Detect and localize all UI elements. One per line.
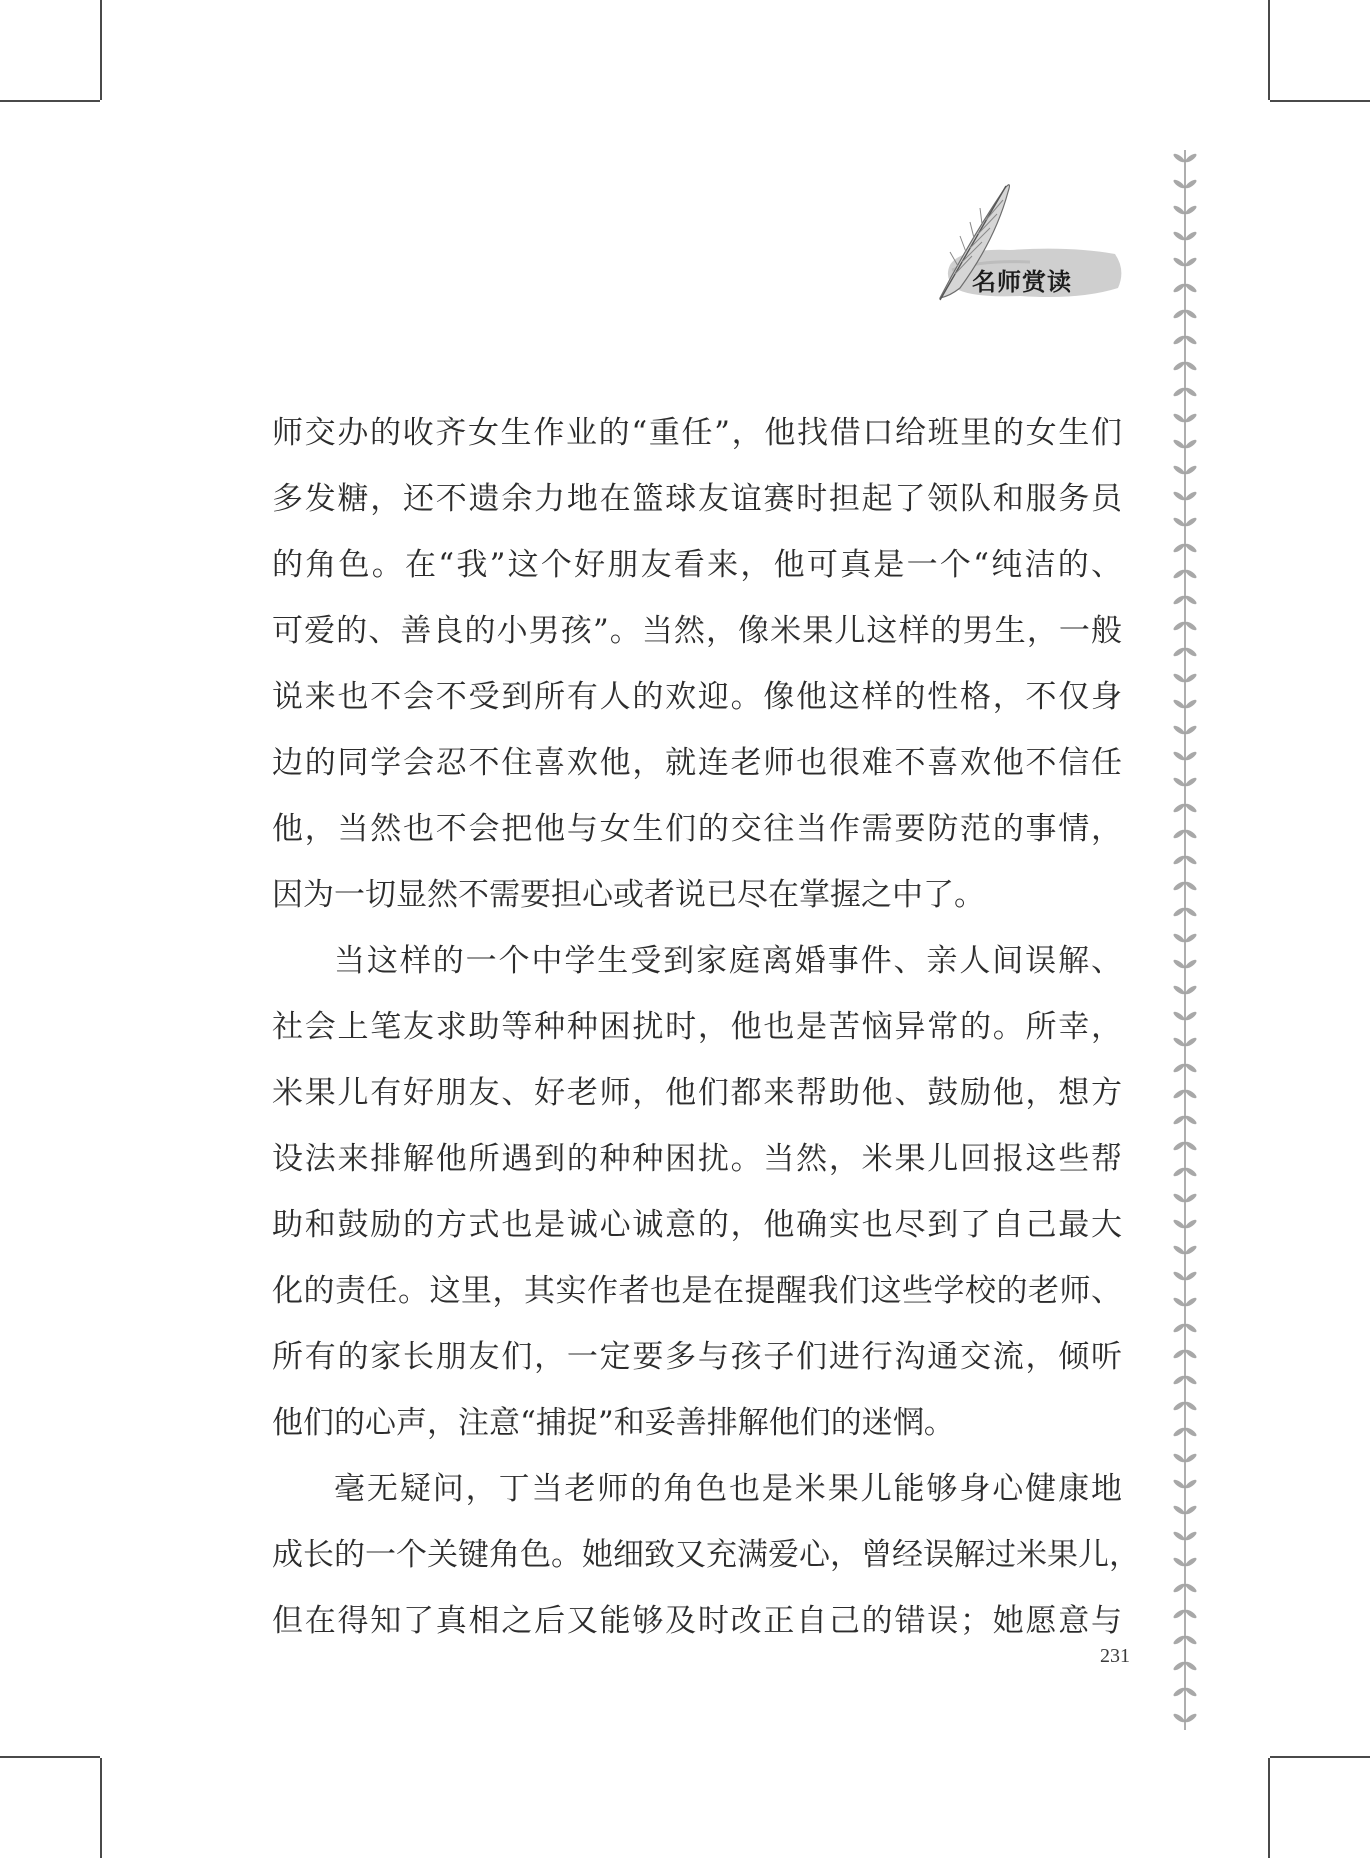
vine-leaf-icon xyxy=(1172,282,1185,293)
vine-leaf-icon xyxy=(1172,438,1185,449)
vine-leaf-icon xyxy=(1184,802,1197,813)
crop-mark-bottom-right-vertical xyxy=(1268,1758,1270,1858)
vine-leaf-icon xyxy=(1184,1608,1197,1619)
vine-leaf-icon xyxy=(1172,802,1185,813)
vine-leaf-icon xyxy=(1172,516,1185,527)
vine-leaf-icon xyxy=(1172,1608,1185,1619)
vine-leaf-icon xyxy=(1172,1140,1185,1151)
vine-leaf-icon xyxy=(1184,646,1197,657)
text-line: 所有的家长朋友们，一定要多与孩子们进行沟通交流，倾听 xyxy=(272,1339,1122,1375)
vine-leaf-icon xyxy=(1172,178,1185,189)
vine-leaf-icon xyxy=(1172,906,1185,917)
vine-leaf-icon xyxy=(1184,750,1197,761)
vine-leaf-icon xyxy=(1172,386,1185,397)
vine-leaf-icon xyxy=(1172,620,1185,631)
text-line: 米果儿有好朋友、好老师，他们都来帮助他、鼓励他，想方 xyxy=(272,1075,1122,1111)
vine-leaf-icon xyxy=(1172,152,1185,163)
vine-leaf-icon xyxy=(1172,646,1185,657)
text-line: 当这样的一个中学生受到家庭离婚事件、亲人间误解、 xyxy=(334,943,1122,979)
vine-leaf-icon xyxy=(1184,490,1197,501)
vine-leaf-icon xyxy=(1172,724,1185,735)
vine-leaf-icon xyxy=(1184,1400,1197,1411)
vine-leaf-icon xyxy=(1184,282,1197,293)
vine-leaf-icon xyxy=(1172,412,1185,423)
vine-leaf-icon xyxy=(1172,1062,1185,1073)
vine-leaf-icon xyxy=(1172,1114,1185,1125)
vine-leaf-icon xyxy=(1184,854,1197,865)
page-number: 231 xyxy=(1100,1645,1130,1667)
vine-leaf-icon xyxy=(1184,672,1197,683)
vine-leaf-icon xyxy=(1184,1582,1197,1593)
text-line: 助和鼓励的方式也是诚心诚意的，他确实也尽到了自己最大 xyxy=(272,1207,1122,1243)
text-line: 他们的心声，注意“捕捉”和妥善排解他们的迷惘。 xyxy=(272,1405,955,1441)
vine-leaf-icon xyxy=(1184,1686,1197,1697)
vine-leaf-icon xyxy=(1172,750,1185,761)
crop-mark-top-right-horizontal xyxy=(1270,100,1370,102)
vine-leaf-icon xyxy=(1172,568,1185,579)
vine-leaf-icon xyxy=(1172,1634,1185,1645)
vine-leaf-icon xyxy=(1172,1712,1185,1723)
vine-leaf-icon xyxy=(1172,1010,1185,1021)
vine-leaf-icon xyxy=(1184,568,1197,579)
vine-leaf-icon xyxy=(1172,1088,1185,1099)
vine-leaf-icon xyxy=(1184,1270,1197,1281)
vine-leaf-icon xyxy=(1172,542,1185,553)
vine-leaf-icon xyxy=(1172,1166,1185,1177)
vine-leaf-icon xyxy=(1184,698,1197,709)
vine-leaf-icon xyxy=(1184,1556,1197,1567)
text-line: 师交办的收齐女生作业的“重任”，他找借口给班里的女生们 xyxy=(272,415,1122,451)
vine-leaf-icon xyxy=(1184,152,1197,163)
vine-leaf-icon xyxy=(1184,1452,1197,1463)
text-line: 说来也不会不受到所有人的欢迎。像他这样的性格，不仅身 xyxy=(272,679,1122,715)
vine-leaf-icon xyxy=(1172,984,1185,995)
vine-leaf-icon xyxy=(1172,360,1185,371)
vine-leaf-icon xyxy=(1184,256,1197,267)
vine-leaf-icon xyxy=(1184,1010,1197,1021)
vine-leaf-icon xyxy=(1184,880,1197,891)
vine-leaf-icon xyxy=(1172,1686,1185,1697)
vine-leaf-icon xyxy=(1184,1192,1197,1203)
vine-leaf-icon xyxy=(1172,1582,1185,1593)
vine-leaf-icon xyxy=(1172,1296,1185,1307)
vine-leaf-icon xyxy=(1184,1634,1197,1645)
vine-leaf-icon xyxy=(1184,776,1197,787)
vine-leaf-icon xyxy=(1184,620,1197,631)
vine-leaf-icon xyxy=(1184,1504,1197,1515)
vine-leaf-icon xyxy=(1184,1036,1197,1047)
vine-leaf-icon xyxy=(1184,178,1197,189)
vine-leaf-icon xyxy=(1184,932,1197,943)
vine-leaf-icon xyxy=(1172,256,1185,267)
vine-leaf-icon xyxy=(1172,1192,1185,1203)
vine-leaf-icon xyxy=(1184,1166,1197,1177)
vine-leaf-icon xyxy=(1172,1322,1185,1333)
vine-leaf-icon xyxy=(1184,1322,1197,1333)
vine-leaf-icon xyxy=(1172,594,1185,605)
vine-leaf-icon xyxy=(1172,828,1185,839)
vine-leaf-icon xyxy=(1184,1348,1197,1359)
vine-leaf-icon xyxy=(1172,1556,1185,1567)
vine-leaf-icon xyxy=(1172,204,1185,215)
crop-mark-top-left-vertical xyxy=(100,0,102,100)
vine-leaf-icon xyxy=(1172,698,1185,709)
vine-leaf-icon xyxy=(1184,516,1197,527)
vine-leaf-icon xyxy=(1172,1270,1185,1281)
crop-mark-bottom-right-horizontal xyxy=(1270,1756,1370,1758)
vine-leaf-icon xyxy=(1184,828,1197,839)
vine-leaf-icon xyxy=(1172,308,1185,319)
text-line: 多发糖，还不遗余力地在篮球友谊赛时担起了领队和服务员 xyxy=(272,481,1122,517)
vine-border-decoration xyxy=(1168,150,1202,1730)
text-line: 的角色。在“我”这个好朋友看来，他可真是一个“纯洁的、 xyxy=(272,547,1122,583)
text-line: 因为一切显然不需要担心或者说已尽在掌握之中了。 xyxy=(272,877,985,913)
vine-leaf-icon xyxy=(1172,932,1185,943)
feather-badge-icon xyxy=(900,170,1130,320)
vine-leaf-icon xyxy=(1184,724,1197,735)
vine-leaf-icon xyxy=(1184,464,1197,475)
vine-leaf-icon xyxy=(1184,1218,1197,1229)
vine-leaf-icon xyxy=(1172,1660,1185,1671)
vine-leaf-icon xyxy=(1184,1660,1197,1671)
vine-leaf-icon xyxy=(1184,412,1197,423)
vine-leaf-icon xyxy=(1184,334,1197,345)
vine-leaf-icon xyxy=(1172,230,1185,241)
vine-leaf-icon xyxy=(1172,1400,1185,1411)
vine-leaf-icon xyxy=(1172,334,1185,345)
vine-leaf-icon xyxy=(1184,1296,1197,1307)
vine-leaf-icon xyxy=(1184,958,1197,969)
crop-mark-top-right-vertical xyxy=(1268,0,1270,100)
vine-leaf-icon xyxy=(1184,984,1197,995)
vine-leaf-icon xyxy=(1184,308,1197,319)
vine-leaf-icon xyxy=(1184,1088,1197,1099)
vine-leaf-icon xyxy=(1184,204,1197,215)
text-line: 设法来排解他所遇到的种种困扰。当然，米果儿回报这些帮 xyxy=(272,1141,1122,1177)
vine-leaf-icon xyxy=(1184,594,1197,605)
text-line: 边的同学会忍不住喜欢他，就连老师也很难不喜欢他不信任 xyxy=(272,745,1122,781)
vine-leaf-icon xyxy=(1172,880,1185,891)
crop-mark-bottom-left-vertical xyxy=(100,1758,102,1858)
vine-leaf-icon xyxy=(1172,1478,1185,1489)
vine-leaf-icon xyxy=(1184,1244,1197,1255)
vine-leaf-icon xyxy=(1172,1218,1185,1229)
vine-leaf-icon xyxy=(1172,1374,1185,1385)
vine-leaf-icon xyxy=(1172,490,1185,501)
vine-leaf-icon xyxy=(1184,1062,1197,1073)
vine-leaf-icon xyxy=(1184,542,1197,553)
vine-leaf-icon xyxy=(1184,386,1197,397)
vine-leaf-icon xyxy=(1172,958,1185,969)
crop-mark-top-left-horizontal xyxy=(0,100,100,102)
vine-leaf-icon xyxy=(1184,906,1197,917)
vine-leaf-icon xyxy=(1184,438,1197,449)
vine-leaf-icon xyxy=(1184,360,1197,371)
vine-leaf-icon xyxy=(1172,1348,1185,1359)
text-line: 毫无疑问，丁当老师的角色也是米果儿能够身心健康地 xyxy=(334,1471,1122,1507)
text-line: 可爱的、善良的小男孩”。当然，像米果儿这样的男生，一般 xyxy=(272,613,1122,649)
section-label: 名师赏读 xyxy=(972,267,1072,296)
vine-leaf-icon xyxy=(1172,672,1185,683)
vine-leaf-icon xyxy=(1184,1426,1197,1437)
vine-leaf-icon xyxy=(1184,1530,1197,1541)
vine-leaf-icon xyxy=(1172,464,1185,475)
vine-leaf-icon xyxy=(1172,1452,1185,1463)
crop-mark-bottom-left-horizontal xyxy=(0,1756,100,1758)
vine-leaf-icon xyxy=(1172,1036,1185,1047)
text-line: 社会上笔友求助等种种困扰时，他也是苦恼异常的。所幸， xyxy=(272,1009,1122,1045)
text-line: 但在得知了真相之后又能够及时改正自己的错误；她愿意与 xyxy=(272,1603,1122,1639)
vine-leaf-icon xyxy=(1172,854,1185,865)
text-line: 成长的一个关键角色。她细致又充满爱心，曾经误解过米果儿， xyxy=(272,1537,1140,1573)
vine-leaf-icon xyxy=(1184,1114,1197,1125)
vine-leaf-icon xyxy=(1172,1426,1185,1437)
vine-leaf-icon xyxy=(1172,776,1185,787)
vine-leaf-icon xyxy=(1184,1478,1197,1489)
text-line: 他，当然也不会把他与女生们的交往当作需要防范的事情， xyxy=(272,811,1122,847)
text-line: 化的责任。这里，其实作者也是在提醒我们这些学校的老师、 xyxy=(272,1273,1122,1309)
vine-leaf-icon xyxy=(1172,1244,1185,1255)
vine-leaf-icon xyxy=(1184,230,1197,241)
vine-leaf-icon xyxy=(1172,1530,1185,1541)
vine-leaf-icon xyxy=(1184,1712,1197,1723)
vine-leaf-icon xyxy=(1184,1374,1197,1385)
vine-leaf-icon xyxy=(1184,1140,1197,1151)
vine-leaf-icon xyxy=(1172,1504,1185,1515)
